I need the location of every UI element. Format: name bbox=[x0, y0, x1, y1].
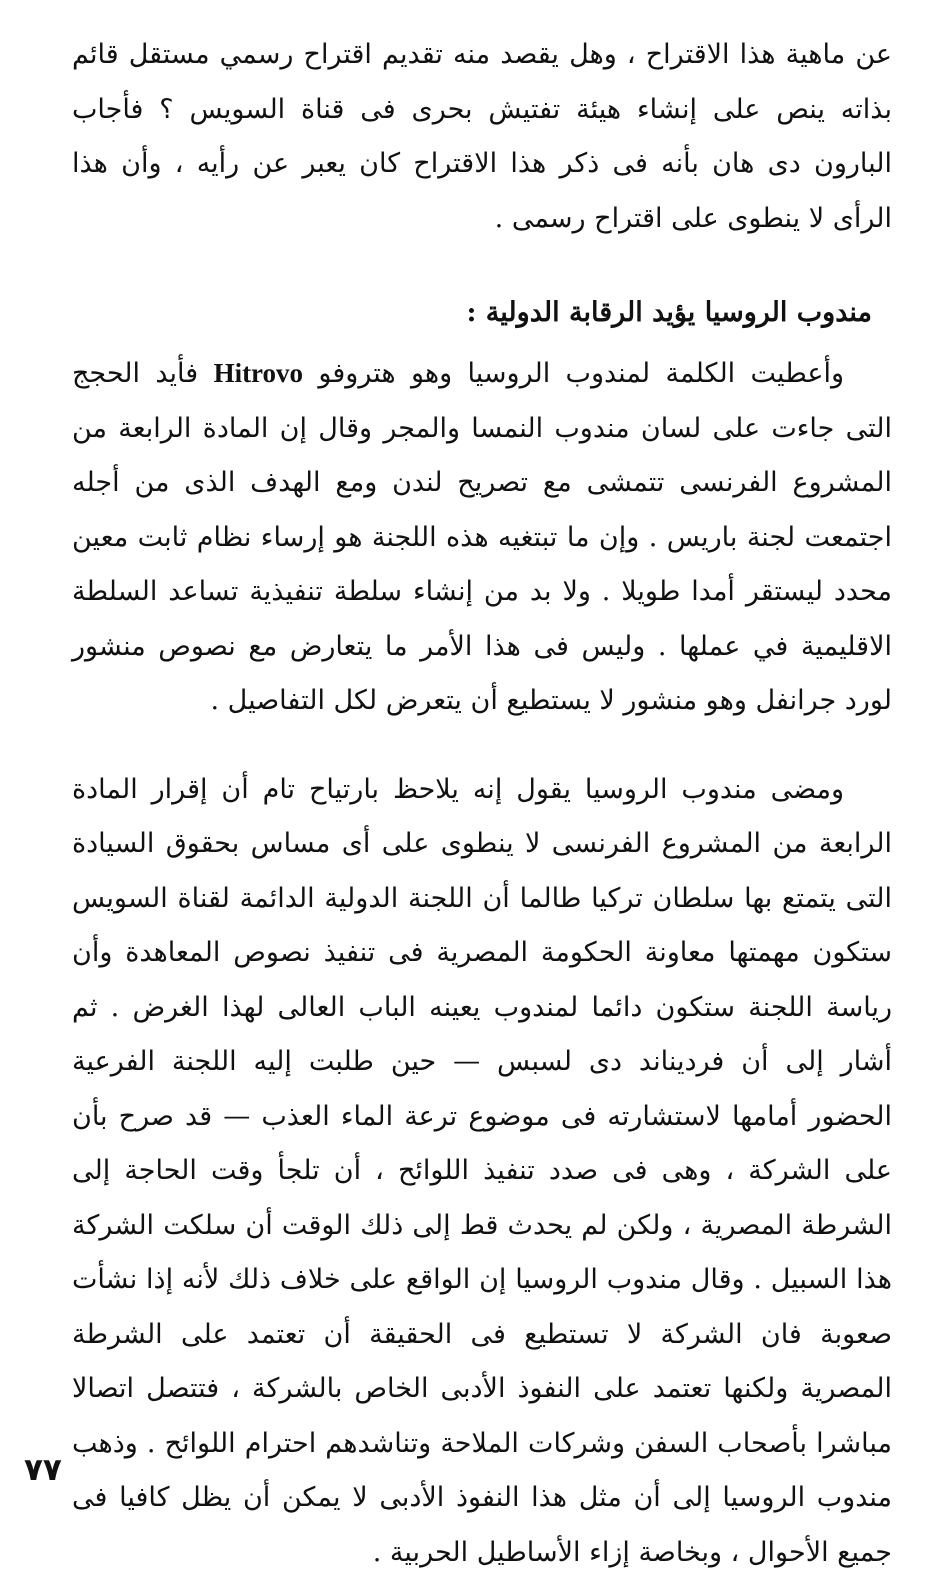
paragraph-russian-delegate bbox=[72, 346, 892, 729]
paragraph-2-after-name: فأيد الحجج التى جاءت على لسان مندوب النمسا والمجر وقال إن المادة الرابعة من المشروع الفرنسى تتمشى مع تصريح لندن ومع الهدف الذى من أجله اجتمعت لجنة باريس . وإن ما تبتغيه هذه اللجنة هو إرساء نظام ثابت معين محدد ليستقر أمدا طويلا . ولا بد من إنشاء سلطة تنفيذية تساعد السلطة الاقليمية في عملها . وليس فى هذا الأمر ما يتعارض مع نصوص منشور لورد جرانفل وهو منشور لا يستطيع أن يتعرض لكل التفاصيل . bbox=[72, 358, 892, 716]
section-heading: مندوب الروسيا يؤيد الرقابة الدولية : bbox=[72, 286, 892, 340]
page-number: ٧٧ bbox=[24, 1452, 62, 1488]
spacer bbox=[72, 246, 892, 286]
continuation-paragraph: عن ماهية هذا الاقتراح ، وهل يقصد منه تقديم اقتراح رسمي مستقل قائم بذاته ينص على إنشاء هيئة تفتيش بحرى فى قناة السويس ؟ فأجاب البارون دى هان بأنه فى ذكر هذا الاقتراح كان يعبر عن رأيه ، وأن هذا الرأى لا ينطوى على اقتراح رسمى . bbox=[72, 28, 892, 246]
spacer bbox=[72, 729, 892, 763]
paragraph-sovereignty: ومضى مندوب الروسيا يقول إنه يلاحظ بارتياح تام أن إقرار المادة الرابعة من المشروع الفرنسى لا ينطوى على أى مساس بحقوق السيادة التى يتمتع بها سلطان تركيا طالما أن اللجنة الدولية الدائمة لقناة السويس ستكون مهمتها معاونة الحكومة المصرية فى تنفيذ نصوص المعاهدة وأن رياسة اللجنة ستكون دائما لمندوب يعينه الباب العالى لهذا الغرض . ثم أشار إلى أن فرديناند دى لسبس — حين طلبت إليه اللجنة الفرعية الحضور أمامها لاستشارته فى موضوع ترعة الماء العذب — قد صرح بأن على الشركة ، وهى فى صدد تنفيذ اللوائح ، أن تلجأ وقت الحاجة إلى الشرطة المصرية ، ولكن لم يحدث قط إلى ذلك الوقت أن سلكت الشركة هذا السبيل . وقال مندوب الروسيا إن الواقع على خلاف ذلك لأنه إذا نشأت صعوبة فان الشركة لا تستطيع فى الحقيقة أن تعتمد على الشرطة المصرية ولكنها تعتمد على النفوذ الأدبى الخاص بالشركة ، فتتصل اتصالا مباشرا بأصحاب السفن وشركات الملاحة وتناشدهم احترام اللوائح . وذهب مندوب الروسيا إلى أن مثل هذا النفوذ الأدبى لا يمكن أن يظل كافيا فى جميع الأحوال ، وبخاصة إزاء الأساطيل الحربية . bbox=[72, 763, 892, 1580]
paragraph-2-before-name: وأعطيت الكلمة لمندوب الروسيا وهو هتروفو bbox=[318, 358, 844, 389]
page-body bbox=[72, 28, 892, 1468]
latin-name: Hitrovo bbox=[214, 358, 304, 388]
